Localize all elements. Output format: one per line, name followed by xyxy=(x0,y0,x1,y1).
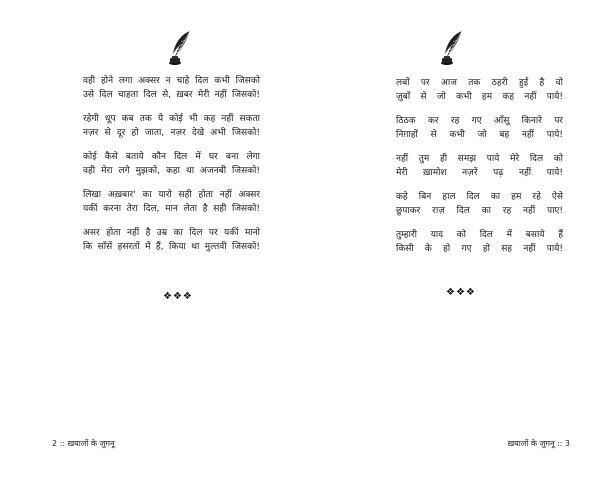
poem-right xyxy=(396,76,565,266)
verse-line: कोई कैसे बताये कौन दिल में घर बना लेगा xyxy=(83,152,260,162)
stanza xyxy=(396,190,565,218)
page-footer: ख़यालों के जुगनू :: 3 xyxy=(507,439,570,448)
verse-line: नहीं तुम ही समझ पाये मेरे दिल को xyxy=(396,154,563,164)
verse-line: यकीं करना तेरा दिल, मान लेता है सही जिसको! xyxy=(83,204,260,214)
right-page xyxy=(300,0,600,487)
verse-line: उसे दिल चाहता दिल से, ख़बर मेरी नहीं जिसको! xyxy=(83,90,260,100)
verse-line: निग़ाहों से कभी जो बह नहीं पाये! xyxy=(396,130,563,140)
quill-inkpot-icon xyxy=(438,30,466,66)
stanza xyxy=(396,76,565,104)
ornament-divider: ❖❖❖ xyxy=(446,287,476,298)
verse-line: नज़र से दूर हो जाता, नज़र देखे अभी जिसको! xyxy=(83,128,260,138)
verse-line: कहे बिन हाल दिल का हम रहे ऐसे xyxy=(396,192,563,202)
verse-line: लबों पर आज तक ठहरी हुई है वो xyxy=(396,78,563,88)
verse-line: ठिठक कर रह गए आँसू किनारे पर xyxy=(396,116,563,126)
stanza xyxy=(83,226,266,254)
verse-line: रहेगी धूप कब तक ये कोई भी कह नहीं सकता xyxy=(83,114,260,124)
stanza xyxy=(83,188,266,216)
stanza xyxy=(83,74,266,102)
verse-line: मेरी ख़ामोश नज़रें पढ़ नहीं पाये! xyxy=(396,168,563,178)
verse-line: ज़ुबाँ से जो कभी हम कह नहीं पाये! xyxy=(396,92,563,102)
stanza xyxy=(83,112,266,140)
quill-inkpot-icon xyxy=(166,30,194,66)
verse-line: कि साँसें हसरतों में हैं, किया था मुल्तवी जिसको! xyxy=(83,242,260,252)
verse-line: असर होता नहीं है उम्र का दिल पर यकीं मानो xyxy=(83,228,260,238)
stanza xyxy=(396,152,565,180)
verse-line: किसी के हो गए हो सह नहीं पाये! xyxy=(396,244,563,254)
verse-line: लिखा अख़बार' का यारो सही होता नहीं अक्सर xyxy=(83,190,260,200)
page-footer: 2 :: ख़यालों के जुगनू xyxy=(52,439,115,448)
verse-line: तुम्हारी याद को दिल में बसाये हैं xyxy=(396,230,563,240)
verse-line: वही होने लगा अक्सर न चाहे दिल कभी जिसको xyxy=(83,76,260,86)
stanza xyxy=(396,228,565,256)
ornament-divider: ❖❖❖ xyxy=(163,291,193,302)
verse-line: वही मेरा लगे मुझको, कहा था अजनबी जिसको! xyxy=(83,166,260,176)
poem-left xyxy=(83,74,266,264)
stanza xyxy=(83,150,266,178)
verse-line: छुपाकर राज़ दिल का रह नहीं पाए! xyxy=(396,206,563,216)
stanza xyxy=(396,114,565,142)
